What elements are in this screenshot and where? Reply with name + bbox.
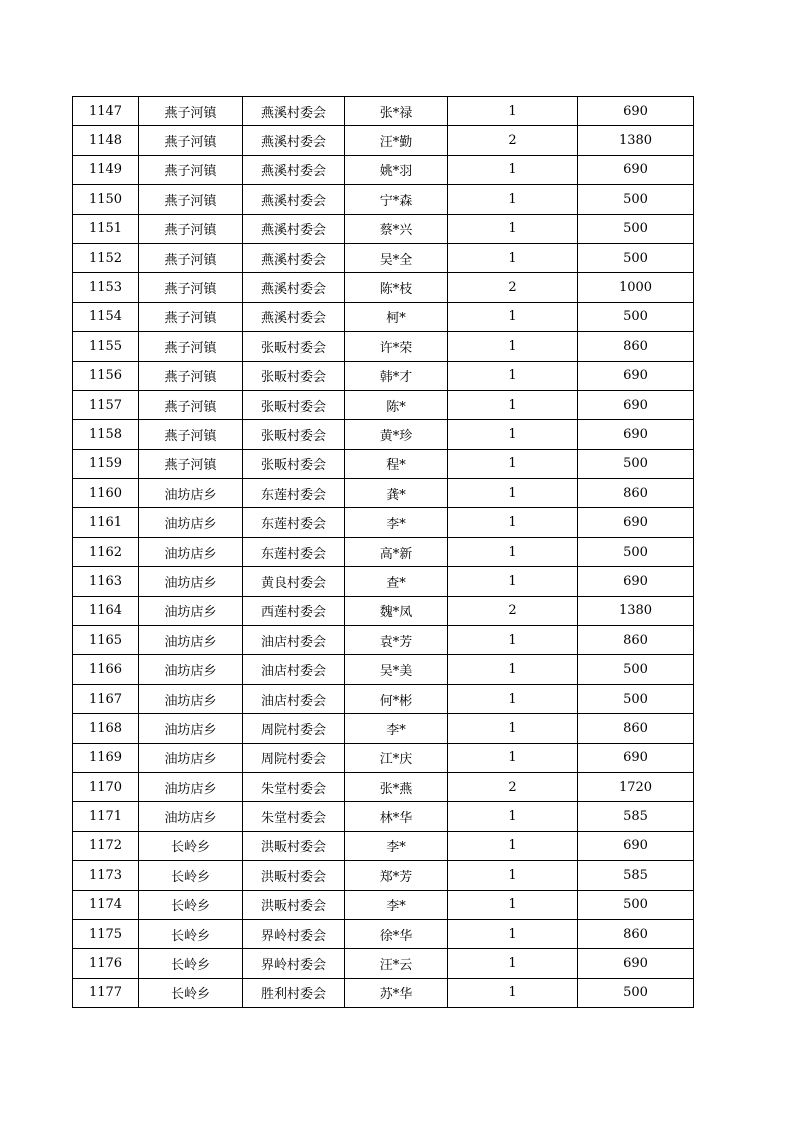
township-cell: 油坊店乡	[139, 567, 243, 596]
count-cell: 1	[448, 861, 578, 890]
row-number-cell: 1164	[73, 596, 139, 625]
person-name-cell: 李*	[345, 831, 448, 860]
amount-cell: 585	[578, 802, 694, 831]
count-cell: 2	[448, 596, 578, 625]
person-name-cell: 郑*芳	[345, 861, 448, 890]
township-cell: 燕子河镇	[139, 155, 243, 184]
table-row	[73, 890, 694, 919]
row-number-cell: 1151	[73, 214, 139, 243]
village-committee-cell: 界岭村委会	[243, 949, 345, 978]
table-row	[73, 596, 694, 625]
amount-cell: 860	[578, 626, 694, 655]
village-committee-cell: 张畈村委会	[243, 390, 345, 419]
count-cell: 1	[448, 302, 578, 331]
count-cell: 1	[448, 332, 578, 361]
row-number-cell: 1159	[73, 449, 139, 478]
table-row	[73, 714, 694, 743]
table-row	[73, 361, 694, 390]
person-name-cell: 宁*森	[345, 185, 448, 214]
row-number-cell: 1148	[73, 126, 139, 155]
row-number-cell: 1171	[73, 802, 139, 831]
table-row	[73, 802, 694, 831]
count-cell: 1	[448, 97, 578, 126]
township-cell: 长岭乡	[139, 861, 243, 890]
village-committee-cell: 界岭村委会	[243, 919, 345, 948]
row-number-cell: 1149	[73, 155, 139, 184]
village-committee-cell: 胜利村委会	[243, 978, 345, 1007]
township-cell: 燕子河镇	[139, 243, 243, 272]
township-cell: 油坊店乡	[139, 714, 243, 743]
amount-cell: 690	[578, 361, 694, 390]
person-name-cell: 苏*华	[345, 978, 448, 1007]
row-number-cell: 1170	[73, 772, 139, 801]
table-row	[73, 449, 694, 478]
person-name-cell: 柯*	[345, 302, 448, 331]
row-number-cell: 1174	[73, 890, 139, 919]
count-cell: 1	[448, 743, 578, 772]
table-row	[73, 243, 694, 272]
amount-cell: 690	[578, 420, 694, 449]
count-cell: 1	[448, 361, 578, 390]
amount-cell: 690	[578, 567, 694, 596]
amount-cell: 860	[578, 332, 694, 361]
village-committee-cell: 油店村委会	[243, 626, 345, 655]
table-row	[73, 185, 694, 214]
count-cell: 1	[448, 949, 578, 978]
row-number-cell: 1147	[73, 97, 139, 126]
row-number-cell: 1175	[73, 919, 139, 948]
village-committee-cell: 油店村委会	[243, 655, 345, 684]
township-cell: 油坊店乡	[139, 772, 243, 801]
row-number-cell: 1166	[73, 655, 139, 684]
table-row	[73, 97, 694, 126]
table-row	[73, 978, 694, 1007]
township-cell: 燕子河镇	[139, 185, 243, 214]
township-cell: 油坊店乡	[139, 479, 243, 508]
village-committee-cell: 燕溪村委会	[243, 97, 345, 126]
table-row	[73, 479, 694, 508]
person-name-cell: 许*荣	[345, 332, 448, 361]
amount-cell: 690	[578, 949, 694, 978]
data-table	[72, 96, 694, 1008]
count-cell: 2	[448, 126, 578, 155]
person-name-cell: 李*	[345, 714, 448, 743]
person-name-cell: 袁*芳	[345, 626, 448, 655]
count-cell: 1	[448, 714, 578, 743]
township-cell: 油坊店乡	[139, 626, 243, 655]
count-cell: 1	[448, 390, 578, 419]
township-cell: 油坊店乡	[139, 655, 243, 684]
table-row	[73, 390, 694, 419]
village-committee-cell: 燕溪村委会	[243, 185, 345, 214]
village-committee-cell: 燕溪村委会	[243, 273, 345, 302]
count-cell: 1	[448, 449, 578, 478]
amount-cell: 860	[578, 714, 694, 743]
table-row	[73, 214, 694, 243]
table-row	[73, 919, 694, 948]
count-cell: 1	[448, 420, 578, 449]
village-committee-cell: 张畈村委会	[243, 449, 345, 478]
count-cell: 1	[448, 243, 578, 272]
row-number-cell: 1150	[73, 185, 139, 214]
person-name-cell: 黄*珍	[345, 420, 448, 449]
table-row	[73, 302, 694, 331]
village-committee-cell: 燕溪村委会	[243, 155, 345, 184]
township-cell: 长岭乡	[139, 831, 243, 860]
township-cell: 油坊店乡	[139, 743, 243, 772]
row-number-cell: 1153	[73, 273, 139, 302]
village-committee-cell: 黄良村委会	[243, 567, 345, 596]
amount-cell: 500	[578, 243, 694, 272]
person-name-cell: 程*	[345, 449, 448, 478]
village-committee-cell: 东莲村委会	[243, 537, 345, 566]
table-row	[73, 508, 694, 537]
amount-cell: 585	[578, 861, 694, 890]
township-cell: 燕子河镇	[139, 390, 243, 419]
row-number-cell: 1154	[73, 302, 139, 331]
village-committee-cell: 朱堂村委会	[243, 772, 345, 801]
table-row	[73, 420, 694, 449]
amount-cell: 1380	[578, 126, 694, 155]
person-name-cell: 李*	[345, 508, 448, 537]
village-committee-cell: 朱堂村委会	[243, 802, 345, 831]
amount-cell: 500	[578, 890, 694, 919]
row-number-cell: 1156	[73, 361, 139, 390]
village-committee-cell: 洪畈村委会	[243, 861, 345, 890]
amount-cell: 690	[578, 155, 694, 184]
table-body	[73, 97, 694, 1008]
row-number-cell: 1162	[73, 537, 139, 566]
row-number-cell: 1163	[73, 567, 139, 596]
village-committee-cell: 燕溪村委会	[243, 243, 345, 272]
person-name-cell: 蔡*兴	[345, 214, 448, 243]
amount-cell: 500	[578, 537, 694, 566]
village-committee-cell: 洪畈村委会	[243, 890, 345, 919]
person-name-cell: 张*禄	[345, 97, 448, 126]
township-cell: 油坊店乡	[139, 802, 243, 831]
table-row	[73, 155, 694, 184]
amount-cell: 690	[578, 390, 694, 419]
row-number-cell: 1158	[73, 420, 139, 449]
township-cell: 油坊店乡	[139, 508, 243, 537]
village-committee-cell: 张畈村委会	[243, 332, 345, 361]
person-name-cell: 龚*	[345, 479, 448, 508]
township-cell: 油坊店乡	[139, 537, 243, 566]
village-committee-cell: 周院村委会	[243, 714, 345, 743]
amount-cell: 500	[578, 978, 694, 1007]
village-committee-cell: 燕溪村委会	[243, 126, 345, 155]
village-committee-cell: 燕溪村委会	[243, 214, 345, 243]
township-cell: 燕子河镇	[139, 449, 243, 478]
row-number-cell: 1155	[73, 332, 139, 361]
table-row	[73, 743, 694, 772]
township-cell: 燕子河镇	[139, 273, 243, 302]
township-cell: 燕子河镇	[139, 302, 243, 331]
township-cell: 长岭乡	[139, 949, 243, 978]
table-row	[73, 626, 694, 655]
count-cell: 2	[448, 772, 578, 801]
village-committee-cell: 周院村委会	[243, 743, 345, 772]
table-row	[73, 861, 694, 890]
table-row	[73, 684, 694, 713]
amount-cell: 500	[578, 214, 694, 243]
amount-cell: 500	[578, 684, 694, 713]
amount-cell: 860	[578, 919, 694, 948]
person-name-cell: 李*	[345, 890, 448, 919]
table-row	[73, 831, 694, 860]
township-cell: 燕子河镇	[139, 214, 243, 243]
count-cell: 1	[448, 655, 578, 684]
township-cell: 燕子河镇	[139, 97, 243, 126]
count-cell: 1	[448, 537, 578, 566]
township-cell: 长岭乡	[139, 890, 243, 919]
count-cell: 1	[448, 802, 578, 831]
count-cell: 1	[448, 831, 578, 860]
row-number-cell: 1152	[73, 243, 139, 272]
count-cell: 1	[448, 890, 578, 919]
person-name-cell: 魏*凤	[345, 596, 448, 625]
village-committee-cell: 东莲村委会	[243, 508, 345, 537]
person-name-cell: 陈*枝	[345, 273, 448, 302]
person-name-cell: 林*华	[345, 802, 448, 831]
row-number-cell: 1177	[73, 978, 139, 1007]
count-cell: 1	[448, 508, 578, 537]
amount-cell: 690	[578, 97, 694, 126]
row-number-cell: 1167	[73, 684, 139, 713]
township-cell: 燕子河镇	[139, 361, 243, 390]
row-number-cell: 1165	[73, 626, 139, 655]
count-cell: 1	[448, 185, 578, 214]
person-name-cell: 汪*云	[345, 949, 448, 978]
amount-cell: 1720	[578, 772, 694, 801]
person-name-cell: 徐*华	[345, 919, 448, 948]
person-name-cell: 韩*才	[345, 361, 448, 390]
table-row	[73, 537, 694, 566]
person-name-cell: 吴*美	[345, 655, 448, 684]
village-committee-cell: 张畈村委会	[243, 361, 345, 390]
township-cell: 油坊店乡	[139, 596, 243, 625]
amount-cell: 1000	[578, 273, 694, 302]
township-cell: 油坊店乡	[139, 684, 243, 713]
township-cell: 燕子河镇	[139, 126, 243, 155]
table-row	[73, 567, 694, 596]
count-cell: 2	[448, 273, 578, 302]
count-cell: 1	[448, 919, 578, 948]
township-cell: 燕子河镇	[139, 332, 243, 361]
person-name-cell: 张*燕	[345, 772, 448, 801]
village-committee-cell: 东莲村委会	[243, 479, 345, 508]
row-number-cell: 1160	[73, 479, 139, 508]
village-committee-cell: 洪畈村委会	[243, 831, 345, 860]
village-committee-cell: 燕溪村委会	[243, 302, 345, 331]
count-cell: 1	[448, 626, 578, 655]
count-cell: 1	[448, 978, 578, 1007]
village-committee-cell: 张畈村委会	[243, 420, 345, 449]
person-name-cell: 江*庆	[345, 743, 448, 772]
amount-cell: 690	[578, 743, 694, 772]
table-row	[73, 655, 694, 684]
count-cell: 1	[448, 155, 578, 184]
amount-cell: 500	[578, 449, 694, 478]
amount-cell: 500	[578, 185, 694, 214]
person-name-cell: 姚*羽	[345, 155, 448, 184]
count-cell: 1	[448, 567, 578, 596]
amount-cell: 690	[578, 508, 694, 537]
row-number-cell: 1157	[73, 390, 139, 419]
table-row	[73, 126, 694, 155]
village-committee-cell: 油店村委会	[243, 684, 345, 713]
table-row	[73, 273, 694, 302]
township-cell: 长岭乡	[139, 978, 243, 1007]
amount-cell: 1380	[578, 596, 694, 625]
count-cell: 1	[448, 214, 578, 243]
township-cell: 长岭乡	[139, 919, 243, 948]
table-row	[73, 772, 694, 801]
table-row	[73, 332, 694, 361]
person-name-cell: 陈*	[345, 390, 448, 419]
table-row	[73, 949, 694, 978]
row-number-cell: 1172	[73, 831, 139, 860]
person-name-cell: 吴*全	[345, 243, 448, 272]
person-name-cell: 汪*勤	[345, 126, 448, 155]
person-name-cell: 高*新	[345, 537, 448, 566]
row-number-cell: 1176	[73, 949, 139, 978]
count-cell: 1	[448, 684, 578, 713]
count-cell: 1	[448, 479, 578, 508]
village-committee-cell: 西莲村委会	[243, 596, 345, 625]
row-number-cell: 1161	[73, 508, 139, 537]
row-number-cell: 1168	[73, 714, 139, 743]
amount-cell: 500	[578, 655, 694, 684]
row-number-cell: 1169	[73, 743, 139, 772]
person-name-cell: 何*彬	[345, 684, 448, 713]
amount-cell: 690	[578, 831, 694, 860]
person-name-cell: 查*	[345, 567, 448, 596]
amount-cell: 500	[578, 302, 694, 331]
row-number-cell: 1173	[73, 861, 139, 890]
township-cell: 燕子河镇	[139, 420, 243, 449]
amount-cell: 860	[578, 479, 694, 508]
